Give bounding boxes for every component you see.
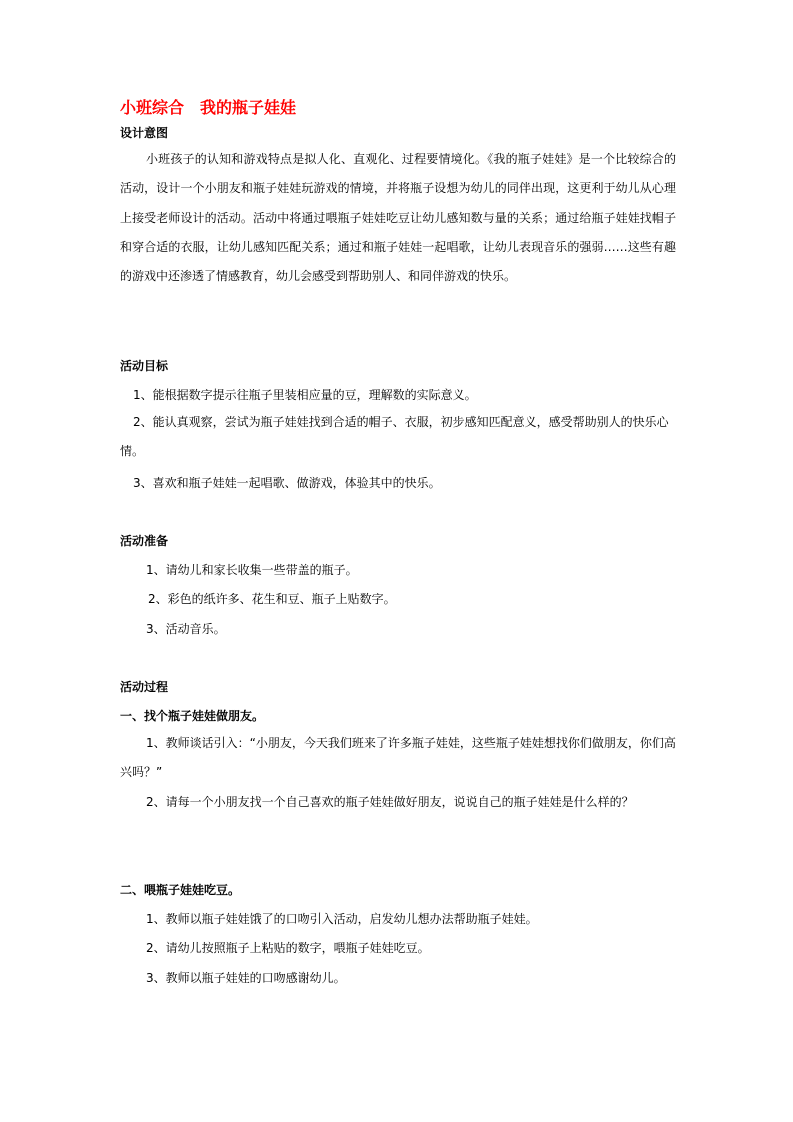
prep-item-2: 2、彩色的纸许多、花生和豆、瓶子上贴数字。 <box>148 592 396 606</box>
goal-item-2: 2、能认真观察，尝试为瓶子娃娃找到合适的帽子、衣服，初步感知匹配意义，感受帮助别人的快乐心情。 <box>120 415 669 459</box>
heading-part-2: 二、喂瓶子娃娃吃豆。 <box>120 883 241 897</box>
heading-activity-goals: 活动目标 <box>120 359 169 373</box>
prep-item-1: 1、请幼儿和家长收集一些带盖的瓶子。 <box>146 563 358 577</box>
part1-item-1: 1、教师谈话引入：“小朋友，今天我们班来了许多瓶子娃娃，这些瓶子娃娃想找你们做朋友，你们高兴吗？” <box>120 736 676 780</box>
part2-item-3: 3、教师以瓶子娃娃的口吻感谢幼儿。 <box>146 971 346 985</box>
part1-item-2: 2、请每一个小朋友找一个自己喜欢的瓶子娃娃做好朋友，说说自己的瓶子娃娃是什么样的？ <box>146 795 634 809</box>
document-title: 小班综合 我的瓶子娃娃 <box>120 98 297 117</box>
part2-item-1: 1、教师以瓶子娃娃饿了的口吻引入活动，启发幼儿想办法帮助瓶子娃娃。 <box>146 912 538 926</box>
part2-item-2: 2、请幼儿按照瓶子上粘贴的数字，喂瓶子娃娃吃豆。 <box>146 941 430 955</box>
heading-activity-process: 活动过程 <box>120 680 169 694</box>
heading-activity-prep: 活动准备 <box>120 534 169 548</box>
heading-design-intent: 设计意图 <box>120 126 169 140</box>
design-intent-paragraph: 小班孩子的认知和游戏特点是拟人化、直观化、过程要情境化。《我的瓶子娃娃》是一个比较综合的活动，设计一个小朋友和瓶子娃娃玩游戏的情境，并将瓶子设想为幼儿的同伴出现，这更利于幼儿从心理上接受老师设计的活动。活动中将通过喂瓶子娃娃吃豆让幼儿感知数与量的关系；通过给瓶子娃娃找帽子和穿合适的衣服，让幼儿感知匹配关系；通过和瓶子娃娃一起唱歌，让幼儿表现音乐的强弱……这些有趣的游戏中还渗透了情感教育，幼儿会感受到帮助别人、和同伴游戏的快乐。 <box>120 152 676 284</box>
goal-item-3: 3、喜欢和瓶子娃娃一起唱歌、做游戏，体验其中的快乐。 <box>133 476 441 490</box>
goal-item-1: 1、能根据数字提示往瓶子里装相应量的豆，理解数的实际意义。 <box>133 388 477 402</box>
heading-part-1: 一、找个瓶子娃娃做朋友。 <box>120 709 265 723</box>
prep-item-3: 3、活动音乐。 <box>146 622 226 636</box>
